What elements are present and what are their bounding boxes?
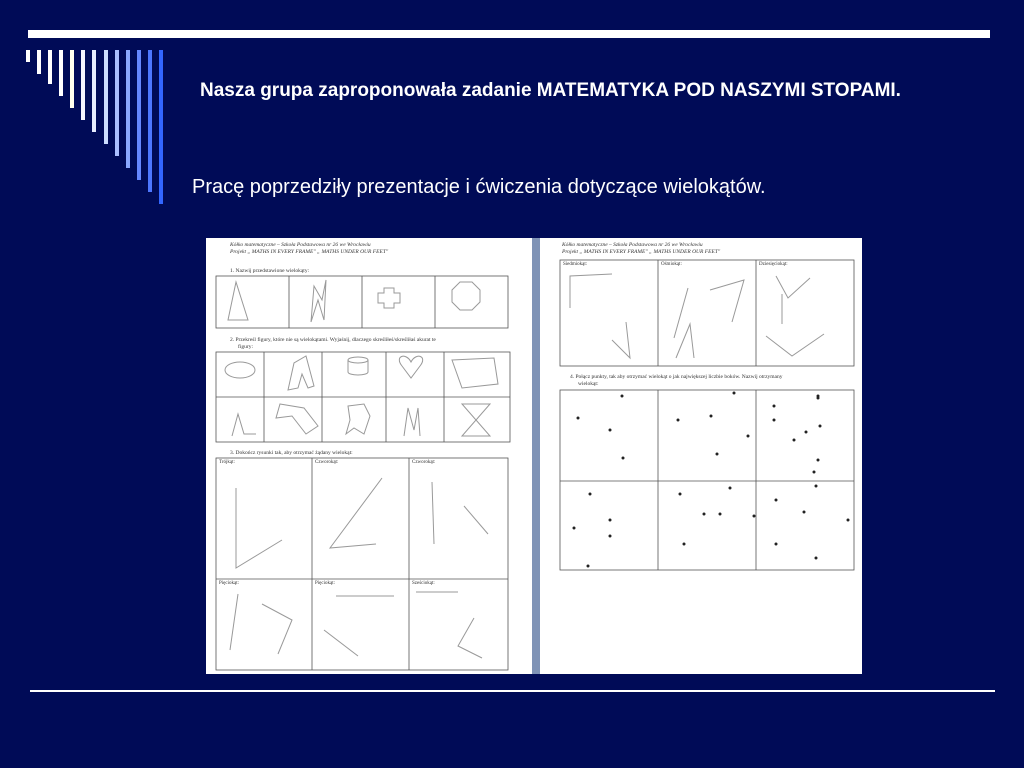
bottom-rule	[30, 690, 995, 692]
stripe	[115, 50, 119, 156]
task-3-text: 3. Dokończ rysunki tak, aby otrzymać żądany wielokąt:	[230, 450, 353, 456]
stripe	[59, 50, 63, 96]
worksheet-header: Kółko matematyczne – Szkoła Podstawowa nr 26 we Wrocławiu	[230, 242, 371, 248]
stripe	[37, 50, 41, 74]
stripe	[148, 50, 152, 192]
cell-label: Dziesięciokąt:	[759, 262, 788, 267]
worksheet-header: Projekt „ MATHS IN EVERY FRAME" „ MATHS UNDER OUR FEET"	[230, 249, 389, 255]
worksheet-header: Projekt „ MATHS IN EVERY FRAME" „ MATHS UNDER OUR FEET"	[562, 249, 721, 255]
worksheet-images	[206, 238, 862, 674]
cell-label: Pięciokąt:	[315, 581, 335, 586]
stripe	[92, 50, 96, 132]
task-4-text: 4. Połącz punkty, tak aby otrzymać wielokąt o jak największej liczbie boków. Nazwij otrzymany	[570, 374, 783, 380]
task-1-text: 1. Nazwij przedstawione wielokąty:	[230, 268, 310, 274]
task-2-text: 2. Przekreśl figury, które nie są wielokątami. Wyjaśnij, dlaczego skreśliłeś/skreśliłaś akurat te	[230, 337, 436, 343]
cell-label: Czworokąt:	[315, 460, 339, 465]
stripe	[126, 50, 130, 168]
stripe	[81, 50, 85, 120]
cell-label: Trójkąt:	[219, 460, 235, 465]
cell-label: Sześciokąt:	[412, 581, 435, 586]
cell-label: Ośmiokąt:	[661, 262, 682, 267]
stripe	[26, 50, 30, 62]
task-2-text: figury:	[238, 344, 253, 350]
stripe	[48, 50, 52, 84]
worksheet-left	[206, 238, 532, 674]
stripe	[70, 50, 74, 108]
top-rule	[28, 30, 990, 38]
worksheet-left-drawing	[206, 238, 532, 674]
stripe	[159, 50, 163, 204]
task-4-text: wielokąt:	[578, 381, 599, 387]
worksheet-header: Kółko matematyczne – Szkoła Podstawowa nr 26 we Wrocławiu	[562, 242, 703, 248]
worksheet-right-drawing	[540, 238, 862, 674]
stripe	[137, 50, 141, 180]
cell-label: Pięciokąt:	[219, 581, 239, 586]
worksheet-right	[540, 238, 862, 674]
cell-label: Siedmiokąt:	[563, 262, 588, 267]
cell-label: Czworokąt:	[412, 460, 436, 465]
slide-title: Nasza grupa zaproponowała zadanie MATEMATYKA POD NASZYMI STOPAMI.	[200, 80, 901, 101]
sheet-divider	[532, 238, 540, 674]
slide-subtitle: Pracę poprzedziły prezentacje i ćwiczenia dotyczące wielokątów.	[192, 176, 766, 198]
stripe	[104, 50, 108, 144]
